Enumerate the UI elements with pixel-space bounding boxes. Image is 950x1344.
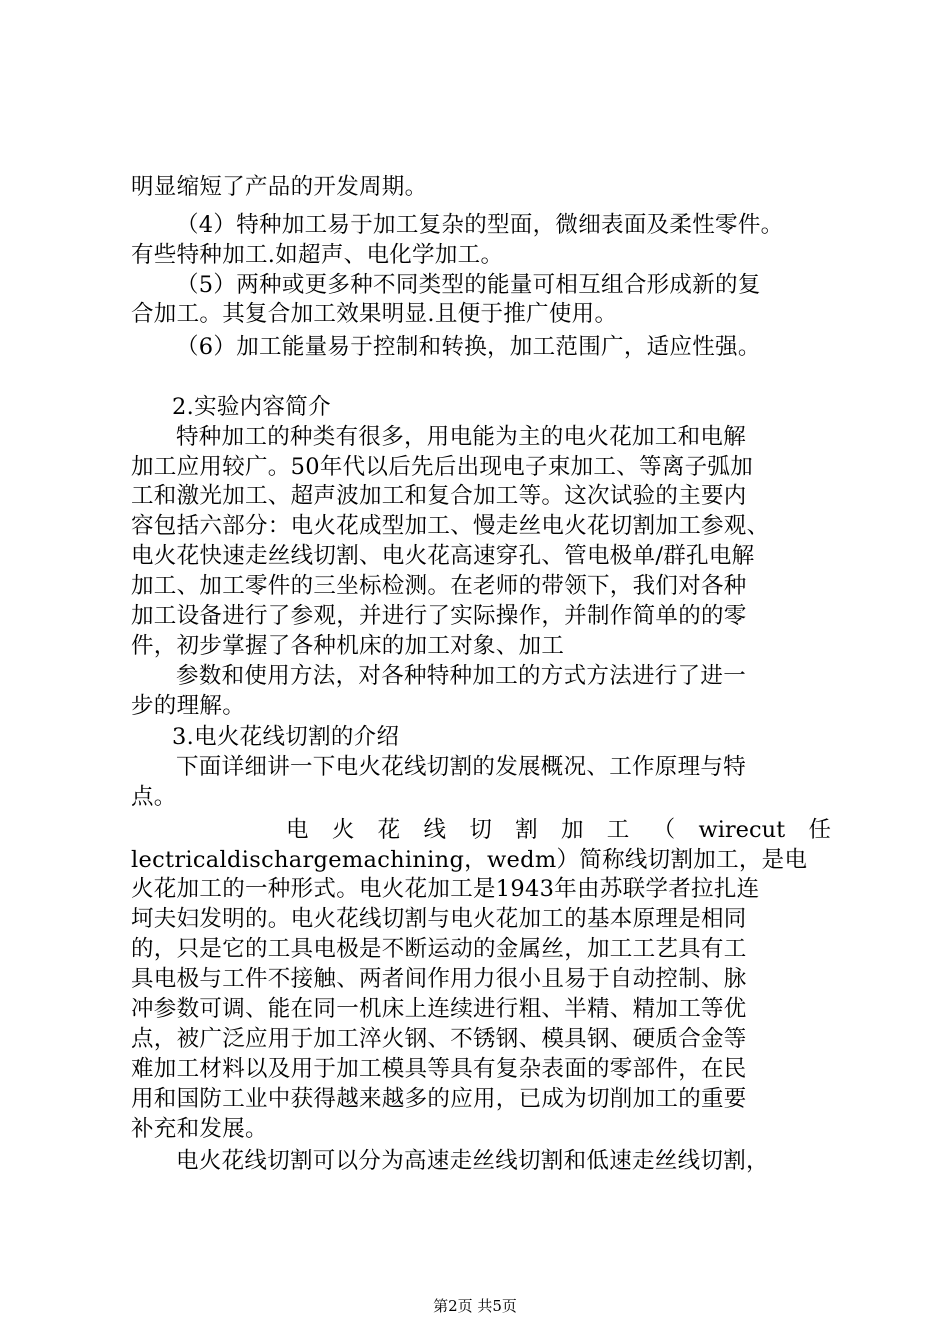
paragraph-line: 有些特种加工.如超声、电化学加工。 — [131, 242, 504, 268]
spaced-line — [286, 815, 831, 845]
spaced-char: 加 — [560, 817, 584, 843]
paragraph-line: 参数和使用方法，对各种特种加工的方式方法进行了进一 — [176, 663, 747, 689]
paragraph-line: 电火花快速走丝线切割、电火花高速穿孔、管电极单/群孔电解 — [131, 543, 755, 569]
spaced-char: （ — [652, 817, 676, 843]
paragraph-line: 加工、加工零件的三坐标检测。在老师的带领下，我们对各种 — [131, 573, 747, 599]
paragraph-line: 用和国防工业中获得越来越多的应用，已成为切削加工的重要 — [131, 1086, 747, 1112]
spaced-char: 电 — [286, 817, 309, 843]
paragraph-line: 特种加工的种类有很多，用电能为主的电火花加工和电解 — [176, 424, 747, 450]
paragraph-line: 加工应用较广。50年代以后先后出现电子束加工、等离子弧加 — [131, 454, 754, 480]
spaced-char: 割 — [515, 817, 538, 843]
page-number-footer: 第2页 共5页 — [433, 1297, 517, 1315]
spaced-char: 火 — [331, 817, 355, 843]
paragraph-line: 容包括六部分：电火花成型加工、慢走丝电火花切割加工参观、 — [131, 513, 770, 539]
paragraph-line: 明显缩短了产品的开发周期。 — [131, 174, 428, 200]
paragraph-line: 补充和发展。 — [131, 1116, 268, 1142]
paragraph-line: 的，只是它的工具电极是不断运动的金属丝，加工工艺具有工 — [131, 936, 747, 962]
paragraph-line: 难加工材料以及用于加工模具等具有复杂表面的零部件，在民 — [131, 1056, 747, 1082]
paragraph-line: （6）加工能量易于控制和转换，加工范围广，适应性强。 — [176, 334, 761, 360]
spaced-char: 花 — [377, 817, 401, 843]
paragraph-line: 件，初步掌握了各种机床的加工对象、加工 — [131, 633, 565, 659]
spaced-char: 线 — [423, 817, 446, 843]
paragraph-line: 合加工。其复合加工效果明显.且便于推广使用。 — [131, 301, 618, 327]
paragraph-line: 点。 — [131, 784, 177, 810]
paragraph-line: 火花加工的一种形式。电火花加工是1943年由苏联学者拉扎连 — [131, 876, 760, 902]
section-heading: 2.实验内容简介 — [172, 394, 331, 420]
paragraph-line: 工和激光加工、超声波加工和复合加工等。这次试验的主要内 — [131, 483, 747, 509]
paragraph-line: 加工设备进行了参观，并进行了实际操作，并制作简单的的零 — [131, 603, 747, 629]
paragraph-line: lectricaldischargemachining，wedm）简称线切割加工，是电 — [131, 847, 808, 873]
paragraph-line: 冲参数可调、能在同一机床上连续进行粗、半精、精加工等优 — [131, 996, 747, 1022]
paragraph-line: 点，被广泛应用于加工淬火钢、不锈钢、模具钢、硬质合金等 — [131, 1026, 747, 1052]
paragraph-line: （5）两种或更多种不同类型的能量可相互组合形成新的复 — [176, 272, 761, 298]
paragraph-line: （4）特种加工易于加工复杂的型面，微细表面及柔性零件。 — [176, 212, 784, 238]
spaced-char: 任 — [808, 817, 831, 843]
paragraph-line: 坷夫妇发明的。电火花线切割与电火花加工的基本原理是相同 — [131, 906, 747, 932]
spaced-char: wirecut — [698, 817, 786, 843]
spaced-char: 切 — [469, 817, 492, 843]
paragraph-line: 电火花线切割可以分为高速走丝线切割和低速走丝线切割， — [176, 1148, 769, 1174]
spaced-char: 工 — [606, 817, 630, 843]
paragraph-line: 下面详细讲一下电火花线切割的发展概况、工作原理与特 — [176, 754, 747, 780]
paragraph-line: 具电极与工件不接触、两者间作用力很小且易于自动控制、脉 — [131, 966, 747, 992]
paragraph-line: 步的理解。 — [131, 693, 246, 719]
section-heading: 3.电火花线切割的介绍 — [172, 724, 400, 750]
